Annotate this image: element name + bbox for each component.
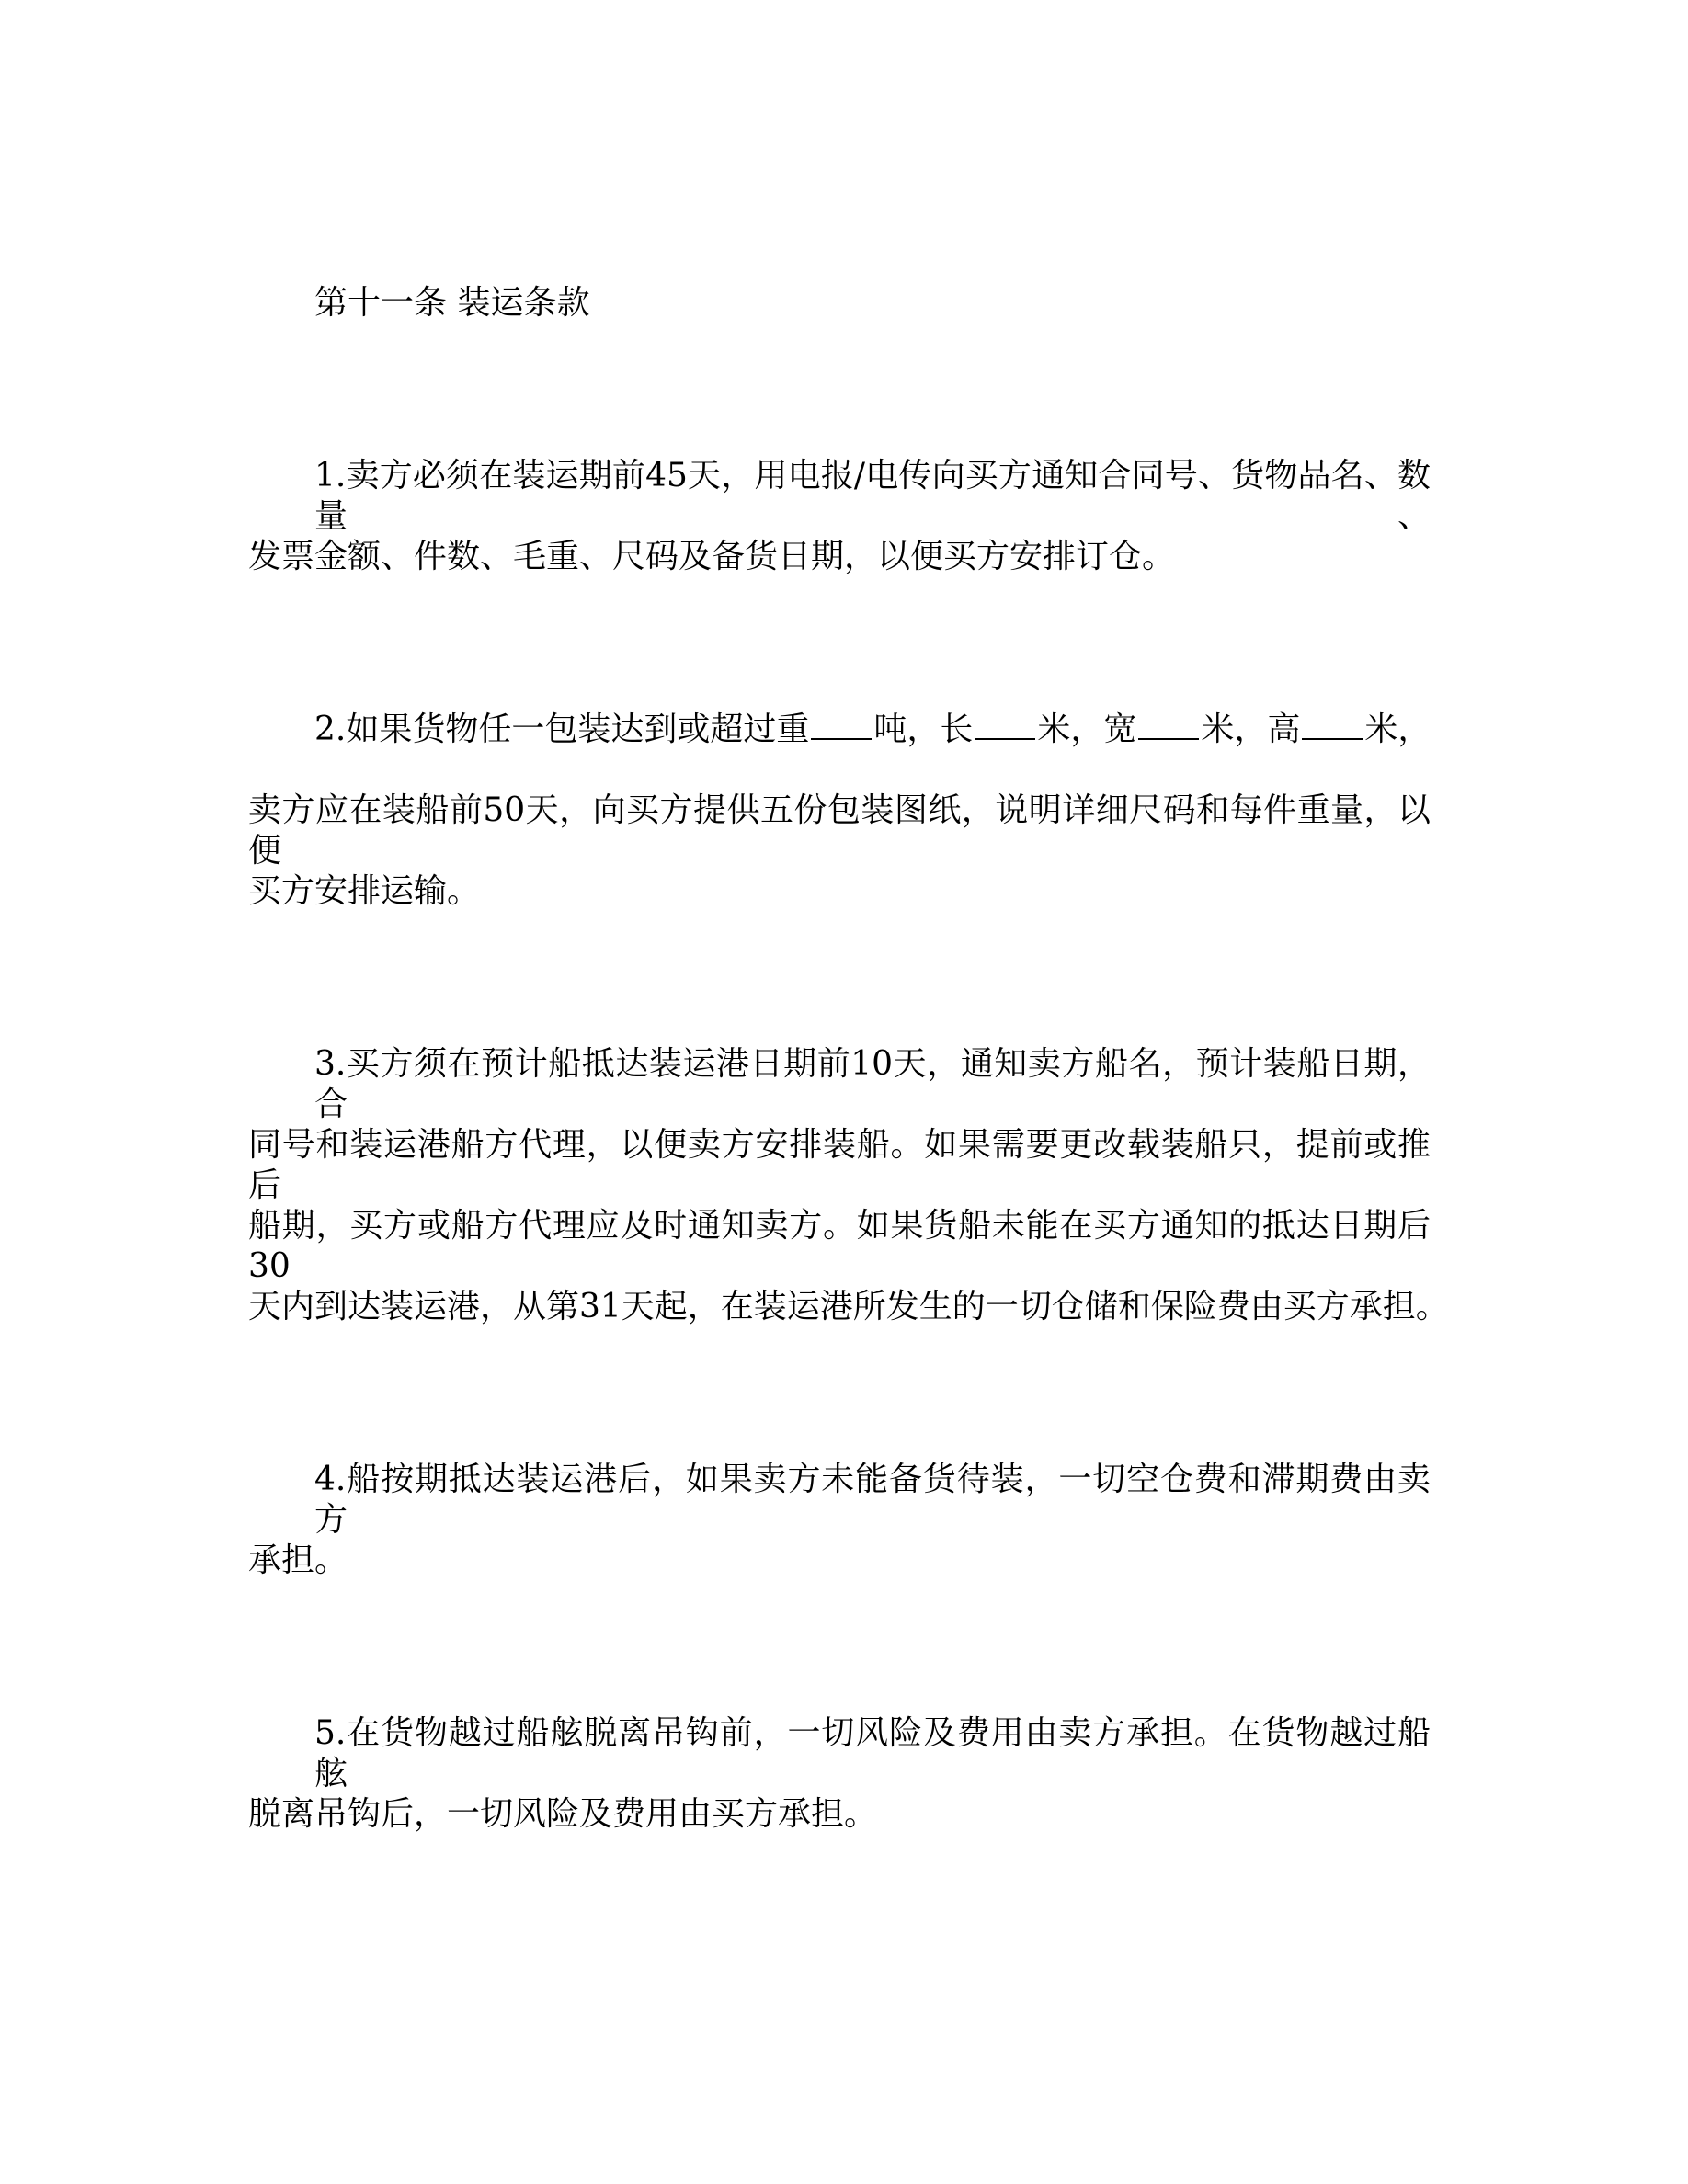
clause-2-line-1 (314, 710, 1431, 750)
clause-4-line-1: 4.船按期抵达装运港后，如果卖方未能备货待装，一切空仓费和滞期费由卖方 (314, 1461, 1431, 1539)
clause-3-line-3: 船期，买方或船方代理应及时通知卖方。如果货船未能在买方通知的抵达日期后30 (248, 1207, 1431, 1285)
clause-2-text-a: 2.如果货物任一包装达到或超过重 (314, 711, 810, 748)
clause-1-line-1: 1.卖方必须在装运期前45天，用电报/电传向买方通知合同号、货物品名、数量、 (314, 457, 1431, 535)
clause-2-text-b: 吨，长 (873, 711, 974, 748)
section-heading: 第十一条 装运条款 (314, 284, 590, 322)
clause-2-line-2: 卖方应在装船前50天，向买方提供五份包装图纸，说明详细尺码和每件重量，以便 (248, 791, 1431, 870)
clause-3-line-1: 3.买方须在预计船抵达装运港日期前10天，通知卖方船名，预计装船日期，合 (314, 1045, 1431, 1123)
clause-5-line-1: 5.在货物越过船舷脱离吊钩前，一切风险及费用由卖方承担。在货物越过船舷 (314, 1714, 1431, 1792)
height-blank (1302, 711, 1363, 740)
weight-blank (811, 711, 872, 740)
clause-2-text-d: 米，高 (1201, 711, 1301, 748)
clause-3-line-4: 天内到达装运港，从第31天起，在装运港所发生的一切仓储和保险费由买方承担。 (248, 1288, 1449, 1325)
clause-5-line-2: 脱离吊钩后，一切风险及费用由买方承担。 (248, 1795, 878, 1833)
clause-2-line-3: 买方安排运输。 (248, 872, 481, 910)
clause-2-text-e: 米， (1364, 711, 1431, 748)
length-blank (975, 711, 1035, 740)
clause-3-line-2: 同号和装运港船方代理，以便卖方安排装船。如果需要更改载装船只，提前或推后 (248, 1126, 1431, 1204)
width-blank (1138, 711, 1199, 740)
clause-2-text-c: 米，宽 (1037, 711, 1137, 748)
clause-1-line-2: 发票金额、件数、毛重、尺码及备货日期，以便买方安排订仓。 (248, 538, 1176, 575)
clause-4-line-2: 承担。 (248, 1541, 348, 1579)
